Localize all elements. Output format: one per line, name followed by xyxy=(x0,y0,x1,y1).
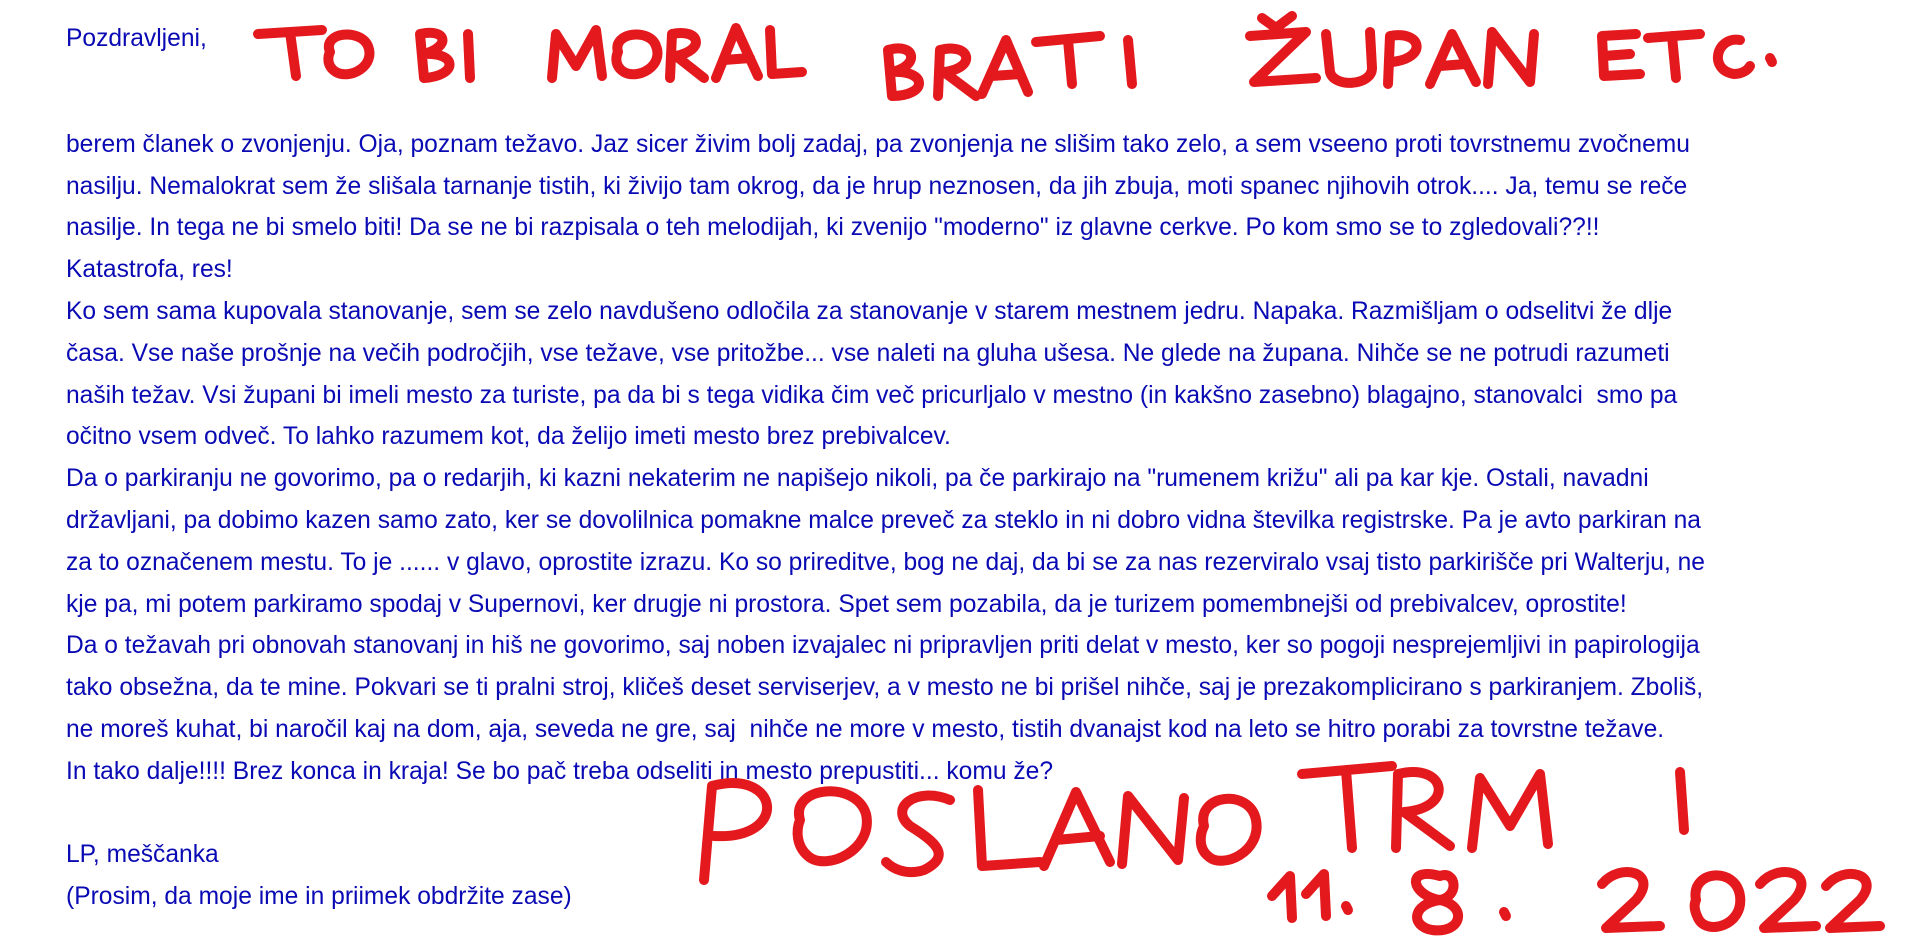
letter-line: nasilje. In tega ne bi smelo biti! Da se ne bi razpisala o teh melodijah, ki zvenijo "moderno" iz glavne cerkve. Po kom smo se to zgledovali??!! xyxy=(66,214,1600,242)
letter-line: kje pa, mi potem parkiramo spodaj v Supernovi, ker drugje ni prostora. Spet sem pozabila, da je turizem pomembnejši od prebivalcev, oprostite! xyxy=(66,590,1627,618)
letter-line: tako obsežna, da te mine. Pokvari se ti pralni stroj, kličeš deset serviserjev, a v mesto ne bi prišel nihče, saj je prezakomplicirano s parkiranjem. Zboliš, xyxy=(66,674,1704,702)
greeting: Pozdravljeni, xyxy=(66,25,207,52)
letter-line: ne moreš kuhat, bi naročil kaj na dom, aja, seveda ne gre, saj nihče ne more v mesto, tistih dvanajst kod na leto se hitro porabi za tovrstne težave. xyxy=(66,715,1665,743)
letter-line: In tako dalje!!!! Brez konca in kraja! Se bo pač treba odseliti in mesto prepustiti... komu že? xyxy=(66,757,1053,785)
letter-line: Katastrofa, res! xyxy=(66,256,233,284)
signoff: LP, meščanka xyxy=(66,841,219,869)
letter-line: državljani, pa dobimo kazen samo zato, ker se dovolilnica pomakne malce preveč za steklo in ni dobro vidna številka registrske. Pa je avto parkiran na xyxy=(66,506,1701,534)
letter-line: očitno vsem odveč. To lahko razumem kot, da želijo imeti mesto brez prebivalcev. xyxy=(66,423,951,451)
letter-line: za to označenem mestu. To je ...... v glavo, oprostite izrazu. Ko so prireditve, bog ne daj, da bi se za nas rezerviralo vsaj tisto parkirišče pri Walterju, ne xyxy=(66,548,1705,576)
privacy-note: (Prosim, da moje ime in priimek obdržite zase) xyxy=(66,883,572,911)
letter-line: nasilju. Nemalokrat sem že slišala tarnanje tistih, ki živijo tam okrog, da je hrup neznosen, da jih zbuja, moti spanec njihovih otrok.... Ja, temu se reče xyxy=(66,172,1688,200)
letter-line: Da o težavah pri obnovah stanovanj in hiš ne govorimo, saj noben izvajalec ni pripravljen priti delat v mesto, ker so pogoji nesprejemljivi in papirologija xyxy=(66,632,1700,660)
letter-line: Ko sem sama kupovala stanovanje, sem se zelo navdušeno odločila za stanovanje v starem mestnem jedru. Napaka. Razmišljam o odselitvi že dlje xyxy=(66,297,1673,325)
letter-line: berem članek o zvonjenju. Oja, poznam težavo. Jaz sicer živim bolj zadaj, pa zvonjenja ne slišim tako zelo, a sem vseeno proti tovrstnemu zvočnemu xyxy=(66,130,1690,158)
letter-line: naših težav. Vsi župani bi imeli mesto za turiste, pa da bi s tega vidika čim več pricurljalo v mestno (in kakšno zasebno) blagajno, stanovalci smo pa xyxy=(66,381,1678,409)
letter-line: Da o parkiranju ne govorimo, pa o redarjih, ki kazni nekaterim ne napišejo nikoli, pa če parkirajo na "rumenem križu" ali pa kar kje. Ostali, navadni xyxy=(66,465,1649,493)
letter-body xyxy=(66,18,1920,918)
letter-line: časa. Vse naše prošnje na večih področjih, vse težave, vse pritožbe... vse naleti na gluha ušesa. Ne glede na župana. Nihče se ne potrudi razumeti xyxy=(66,339,1670,367)
